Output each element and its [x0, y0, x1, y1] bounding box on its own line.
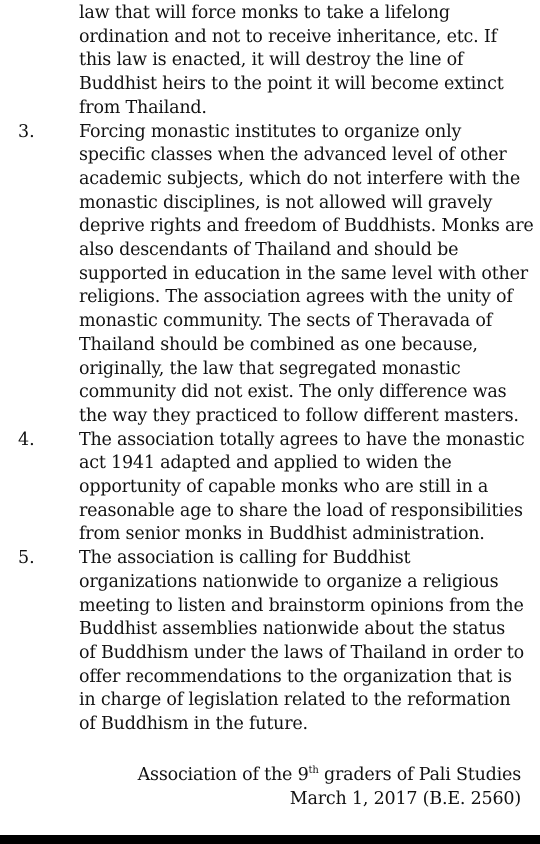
continuation-line: Buddhist heirs to the point it will become extinct — [79, 74, 504, 95]
list-item-number: 4. — [18, 429, 35, 450]
signature-organization — [138, 764, 521, 788]
list-item-line: deprive rights and freedom of Buddhists. Monks are — [79, 216, 534, 237]
list-item-line: The association is calling for Buddhist — [79, 548, 411, 569]
list-item-line: community did not exist. The only difference was — [79, 382, 507, 403]
list-item-line: supported in education in the same level with other — [79, 263, 528, 284]
list-item-line: originally, the law that segregated monastic — [79, 358, 461, 379]
list-item-line: the way they practiced to follow different masters. — [79, 405, 519, 426]
list-item-line: Forcing monastic institutes to organize only — [79, 121, 462, 142]
list-item-line: from senior monks in Buddhist administration. — [79, 524, 485, 545]
list-item-line: Thailand should be combined as one because, — [79, 334, 478, 355]
list-item-number: 3. — [18, 121, 35, 142]
document-body — [79, 2, 534, 737]
list-item-line: act 1941 adapted and applied to widen the — [79, 453, 452, 474]
page-bottom-edge — [0, 835, 540, 844]
signature-date: March 1, 2017 (B.E. 2560) — [289, 788, 521, 809]
list-item-line: Buddhist assemblies nationwide about the status — [79, 619, 506, 640]
list-item-line: religions. The association agrees with the unity of — [79, 287, 513, 308]
list-item-line: reasonable age to share the load of responsibilities — [79, 500, 523, 521]
continuation-line: law that will force monks to take a lifelong — [79, 3, 450, 23]
list-item-line: academic subjects, which do not interfere with the — [79, 168, 520, 189]
continuation-line: from Thailand. — [79, 97, 207, 118]
list-item-number: 5. — [18, 548, 35, 569]
continuation-line: this law is enacted, it will destroy the line of — [79, 50, 464, 71]
signature-block — [138, 764, 521, 811]
list-item-line: also descendants of Thailand and should be — [79, 240, 459, 261]
list-item-line: of Buddhism in the future. — [79, 714, 308, 735]
signature-org-prefix: Association of the 9 — [137, 765, 309, 785]
continuation-line: ordination and not to receive inheritance, etc. If — [79, 26, 497, 47]
list-item-line: opportunity of capable monks who are still in a — [79, 477, 489, 498]
signature-org-suffix: graders of Pali Studies — [318, 765, 521, 785]
list-item-line: meeting to listen and brainstorm opinions from the — [79, 595, 524, 616]
list-item-line: monastic disciplines, is not allowed will gravely — [79, 192, 493, 213]
list-item-line: of Buddhism under the laws of Thailand in order to — [79, 642, 524, 663]
list-item-line: offer recommendations to the organization that is — [79, 666, 512, 687]
list-item-line: The association totally agrees to have the monastic — [79, 429, 525, 450]
list-item-line: monastic community. The sects of Theravada of — [79, 311, 492, 332]
list-item-line: organizations nationwide to organize a religious — [79, 571, 499, 592]
signature-ordinal-suffix: th — [308, 765, 319, 776]
list-item-line: in charge of legislation related to the reformation — [79, 690, 511, 711]
list-item-line: specific classes when the advanced level of other — [79, 145, 507, 166]
